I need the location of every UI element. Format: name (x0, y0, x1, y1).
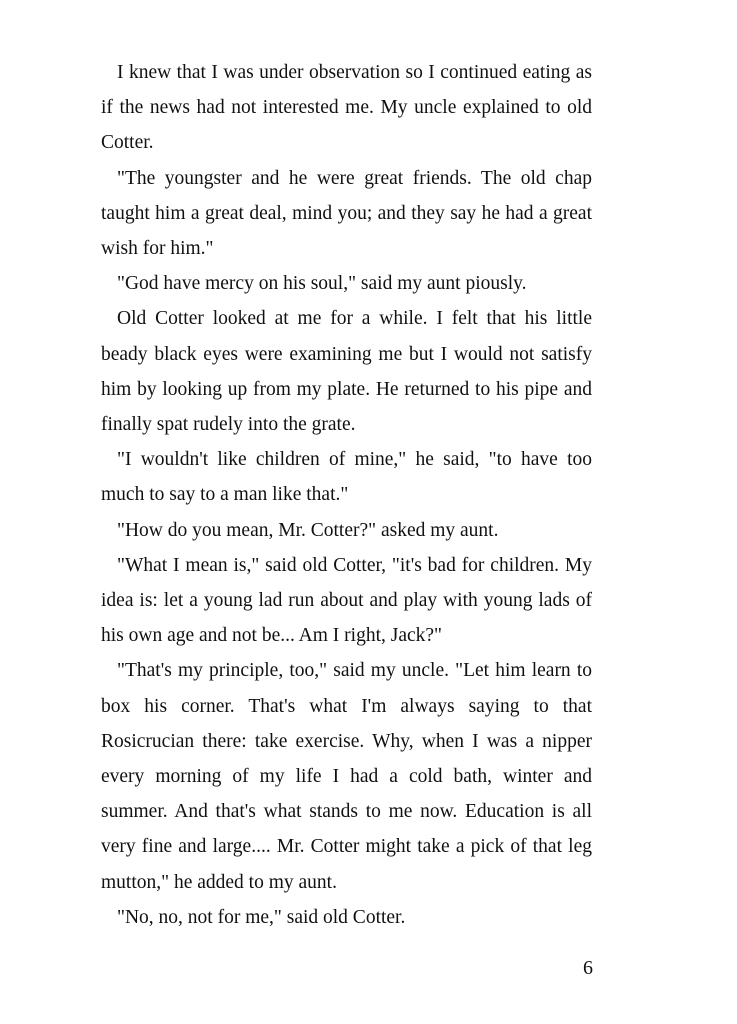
paragraph: "That's my principle, too," said my uncle. "Let him learn to box his corner. That's what I'm always saying to that Rosicrucian there: take exercise. Why, when I was a nipper every morning of my life I had a cold bath, winter and summer. And that's what stands to me now. Education is all very fine and large.... Mr. Cotter might take a pick of that leg mutton," he added to my aunt. (101, 660, 592, 893)
paragraph: "The youngster and he were great friends. The old chap taught him a great deal, mind you; and they say he had a great wish for him." (101, 167, 592, 260)
paragraph: "God have mercy on his soul," said my aunt piously. (117, 273, 527, 295)
paragraph: "No, no, not for me," said old Cotter. (117, 906, 406, 928)
body-text (101, 55, 592, 935)
page-number: 6 (583, 957, 593, 979)
paragraph: Old Cotter looked at me for a while. I felt that his little beady black eyes were examining me but I would not satisfy him by looking up from my plate. He returned to his pipe and finally spat rudely into the grate. (101, 308, 592, 436)
paragraph: "How do you mean, Mr. Cotter?" asked my aunt. (117, 519, 499, 541)
paragraph: I knew that I was under observation so I continued eating as if the news had not interested me. My uncle explained to old Cotter. (101, 62, 592, 154)
paragraph: "What I mean is," said old Cotter, "it's bad for children. My idea is: let a young lad run about and play with young lads of his own age and not be... Am I right, Jack?" (101, 554, 592, 647)
paragraph: "I wouldn't like children of mine," he said, "to have too much to say to a man like that." (101, 449, 592, 506)
